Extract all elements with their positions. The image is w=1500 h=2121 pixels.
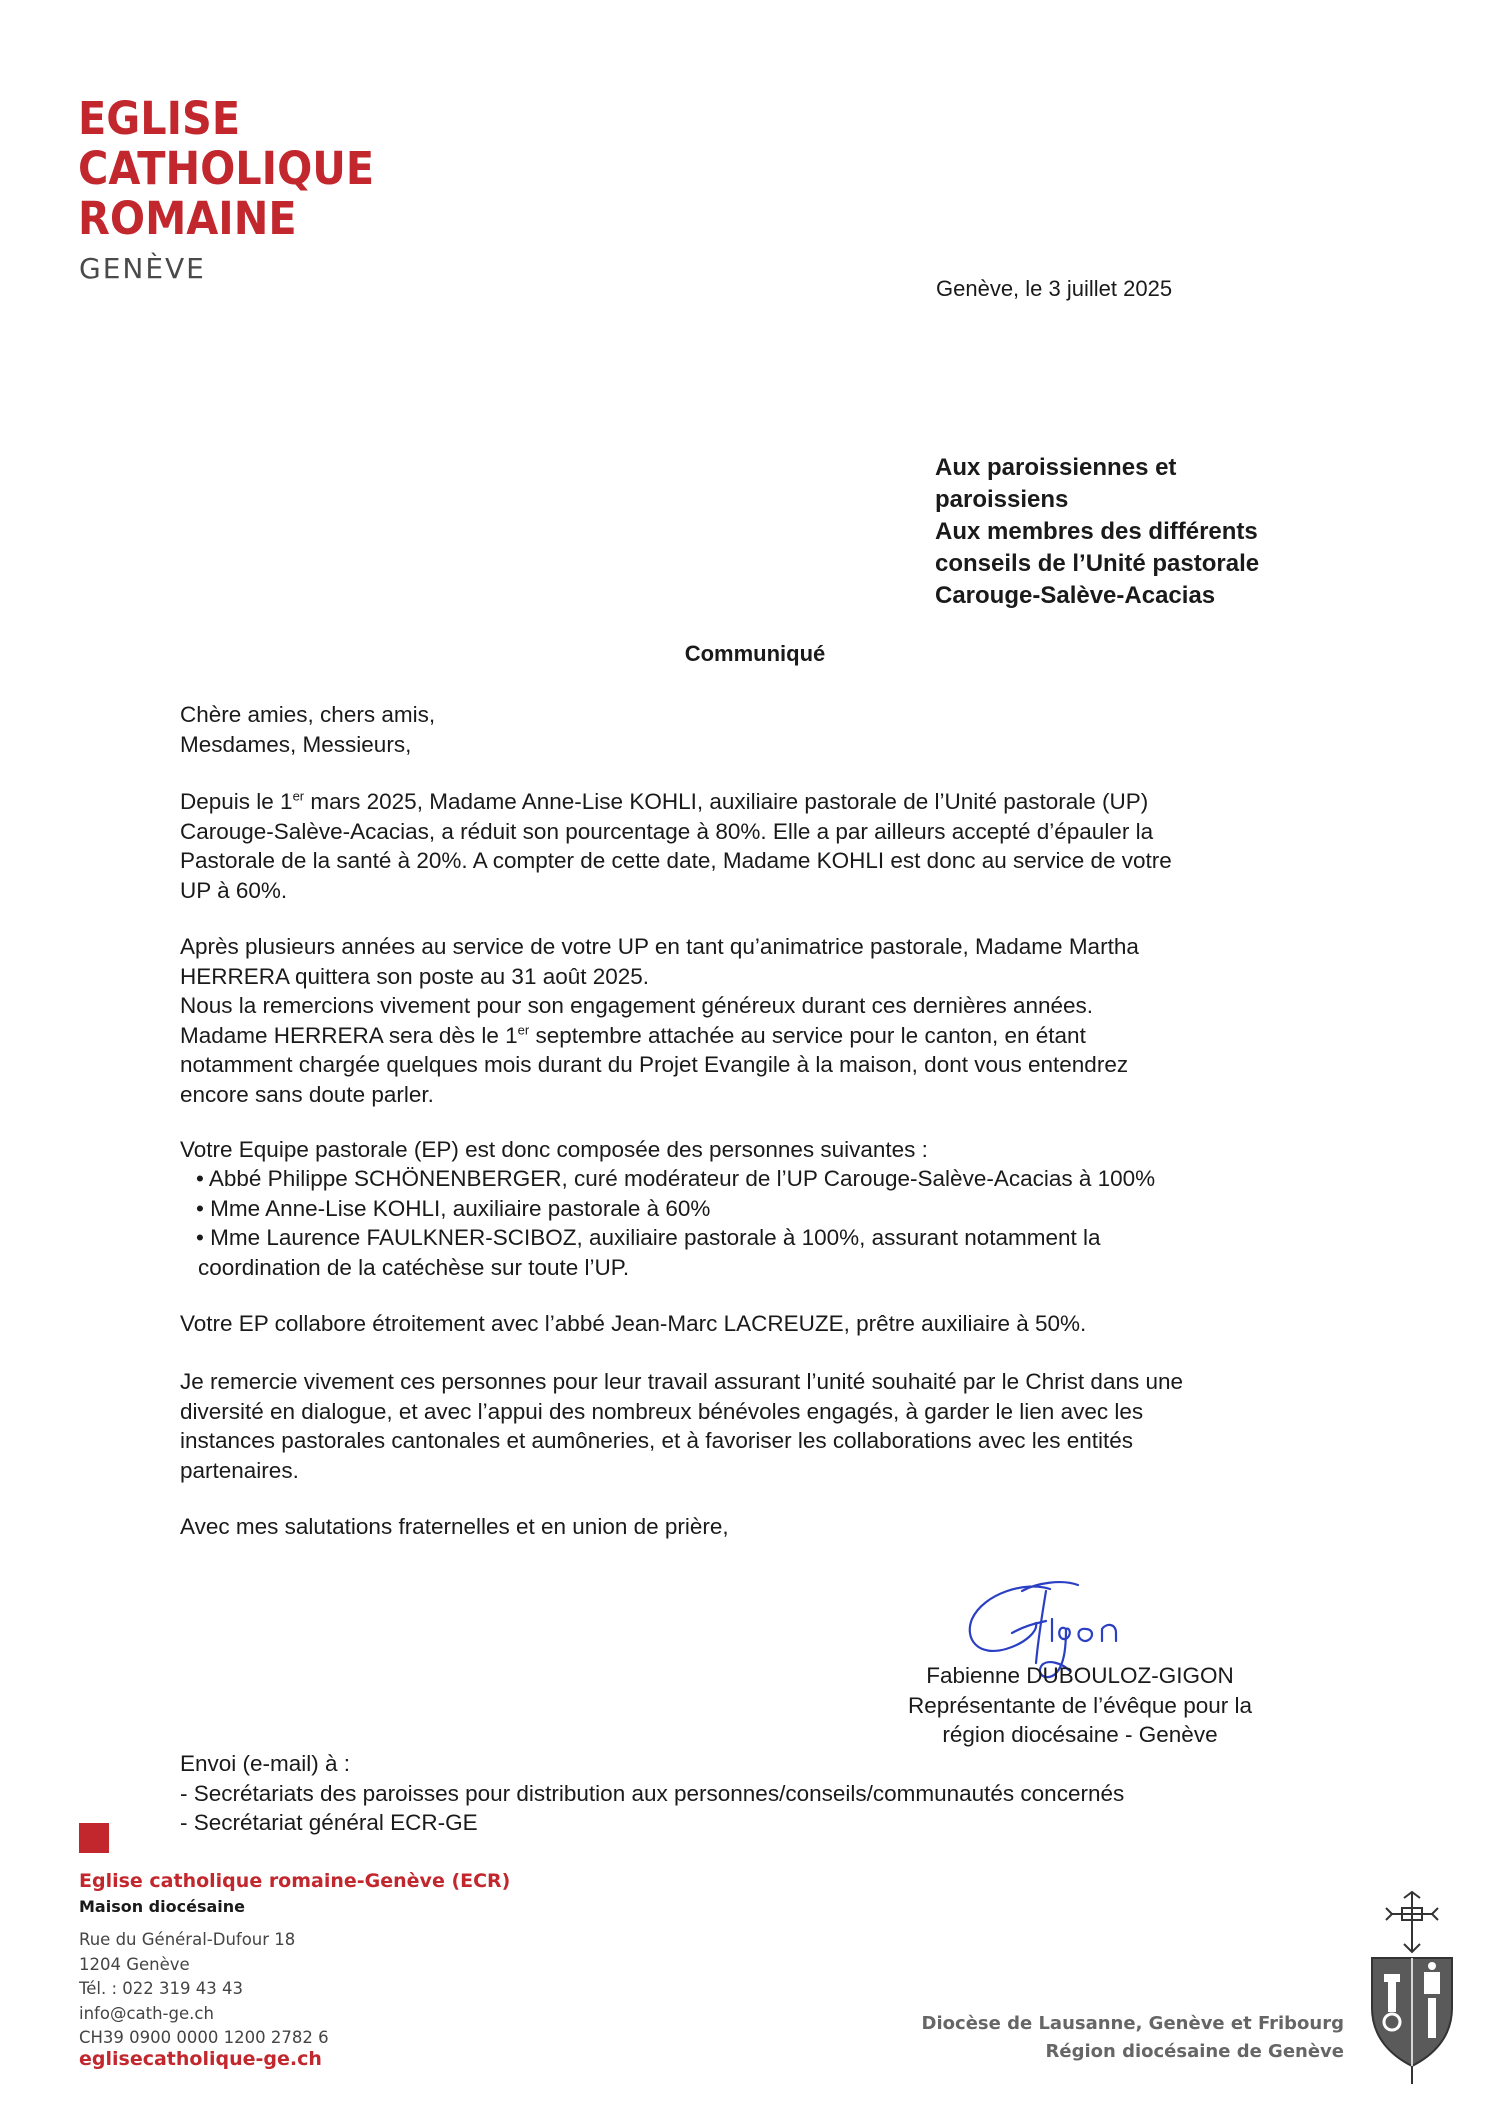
paragraph-line: Madame HERRERA sera dès le 1er septembre attachée au service pour le canton, en étant [180, 1022, 1086, 1048]
signatory-role: Représentante de l’évêque pour la [908, 1692, 1252, 1718]
paragraph-line: diversité en dialogue, et avec l’appui des nombreux bénévoles engagés, à garder le lien avec les [180, 1398, 1144, 1424]
footer-contact [79, 1928, 329, 2051]
addressee-line: conseils de l’Unité pastorale [935, 550, 1260, 577]
list-item: • Mme Laurence FAULKNER-SCIBOZ, auxiliaire pastorale à 100%, assurant notamment la [196, 1225, 1101, 1250]
contact-email: info@cath-ge.ch [79, 2003, 214, 2023]
paragraph-line: HERRERA quittera son poste au 31 août 2025. [180, 963, 650, 989]
paragraph-3 [180, 1135, 1350, 1165]
list-item: • Abbé Philippe SCHÖNENBERGER, curé modérateur de l’UP Carouge-Salève-Acacias à 100% [196, 1166, 1156, 1191]
distribution-list [180, 1749, 1350, 1838]
paragraph-line: Après plusieurs années au service de votre UP en tant qu’animatrice pastorale, Madame Martha [180, 934, 1139, 959]
diocese-crest-icon [1362, 1888, 1462, 2088]
paragraph-5 [180, 1367, 1350, 1485]
list-item: • Mme Anne-Lise KOHLI, auxiliaire pastorale à 60% [196, 1195, 711, 1221]
contact-address: Rue du Général-Dufour 18 [79, 1930, 296, 1949]
diocese-name: Diocèse de Lausanne, Genève et Fribourg [921, 2013, 1344, 2034]
signatory-role: région diocésaine - Genève [942, 1722, 1218, 1747]
logo-line-2: CATHOLIQUE [78, 142, 375, 195]
closing: Avec mes salutations fraternelles et en union de prière, [180, 1514, 729, 1539]
team-list [196, 1164, 1366, 1282]
footer-logo-square [79, 1823, 109, 1853]
footer-website: eglisecatholique-ge.ch [79, 2048, 322, 2070]
contact-iban: CH39 0900 0000 1200 2782 6 [79, 2028, 329, 2047]
paragraph-line: Depuis le 1er mars 2025, Madame Anne-Lise KOHLI, auxiliaire pastorale de l’Unité pastorale (UP) [180, 788, 1149, 814]
paragraph-line: Pastorale de la santé à 20%. A compter de cette date, Madame KOHLI est donc au service de votre [180, 848, 1172, 873]
paragraph-line: Nous la remercions vivement pour son engagement généreux durant ces dernières années. [180, 993, 1094, 1018]
document-title: Communiqué [684, 641, 826, 666]
diocese-region: Région diocésaine de Genève [1045, 2041, 1344, 2062]
paragraph-line: Je remercie vivement ces personnes pour leur travail assurant l’unité souhaité par le Christ dans une [180, 1369, 1184, 1394]
logo-line-3: ROMAINE [78, 192, 297, 245]
contact-phone: Tél. : 022 319 43 43 [79, 1979, 244, 1998]
paragraph-2 [180, 932, 1350, 1109]
list-item: - Secrétariat général ECR-GE [180, 1810, 478, 1835]
paragraph-line: partenaires. [180, 1457, 299, 1483]
paragraph-line: encore sans doute parler. [180, 1081, 434, 1107]
signatory-name: Fabienne DUBOULOZ-GIGON [926, 1663, 1234, 1688]
greeting-line: Mesdames, Messieurs, [180, 731, 412, 757]
paragraph-1 [180, 787, 1350, 905]
superscript: er [292, 788, 305, 804]
paragraph-line: UP à 60%. [180, 877, 288, 903]
footer-subtitle: Maison diocésaine [79, 1897, 245, 1916]
paragraph-line: Votre Equipe pastorale (EP) est donc composée des personnes suivantes : [180, 1137, 928, 1162]
distribution-title: Envoi (e-mail) à : [180, 1751, 351, 1776]
logo-city: GENÈVE [79, 252, 206, 285]
logo-line-1: EGLISE [78, 92, 241, 145]
list-item-continuation: coordination de la catéchèse sur toute l’UP. [198, 1254, 630, 1280]
addressee-line: paroissiens [935, 486, 1069, 513]
paragraph-line: Carouge-Salève-Acacias, a réduit son pourcentage à 80%. Elle a par ailleurs accepté d’épauler la [180, 818, 1154, 844]
letter-date: Genève, le 3 juillet 2025 [936, 276, 1173, 301]
superscript: er [517, 1022, 530, 1037]
diocese-block [922, 2010, 1344, 2066]
addressee-line: Aux paroissiennes et [935, 454, 1177, 481]
list-item: - Secrétariats des paroisses pour distribution aux personnes/conseils/communautés concernés [180, 1780, 1125, 1806]
signature-block [860, 1661, 1300, 1750]
paragraph-4: Votre EP collabore étroitement avec l’abbé Jean-Marc LACREUZE, prêtre auxiliaire à 50%. [180, 1311, 1087, 1336]
footer-org-name: Eglise catholique romaine-Genève (ECR) [79, 1870, 511, 1892]
paragraph-line: instances pastorales cantonales et aumôneries, et à favoriser les collaborations avec les entités [180, 1428, 1134, 1453]
paragraph-line: notamment chargée quelques mois durant du Projet Evangile à la maison, dont vous entendrez [180, 1052, 1129, 1077]
contact-city: 1204 Genève [79, 1954, 190, 1974]
addressee-line: Aux membres des différents [935, 518, 1258, 545]
greeting [180, 700, 1350, 759]
addressee-line: Carouge-Salève-Acacias [935, 582, 1216, 609]
addressee-block [935, 452, 1355, 612]
greeting-line: Chère amies, chers amis, [180, 702, 436, 727]
